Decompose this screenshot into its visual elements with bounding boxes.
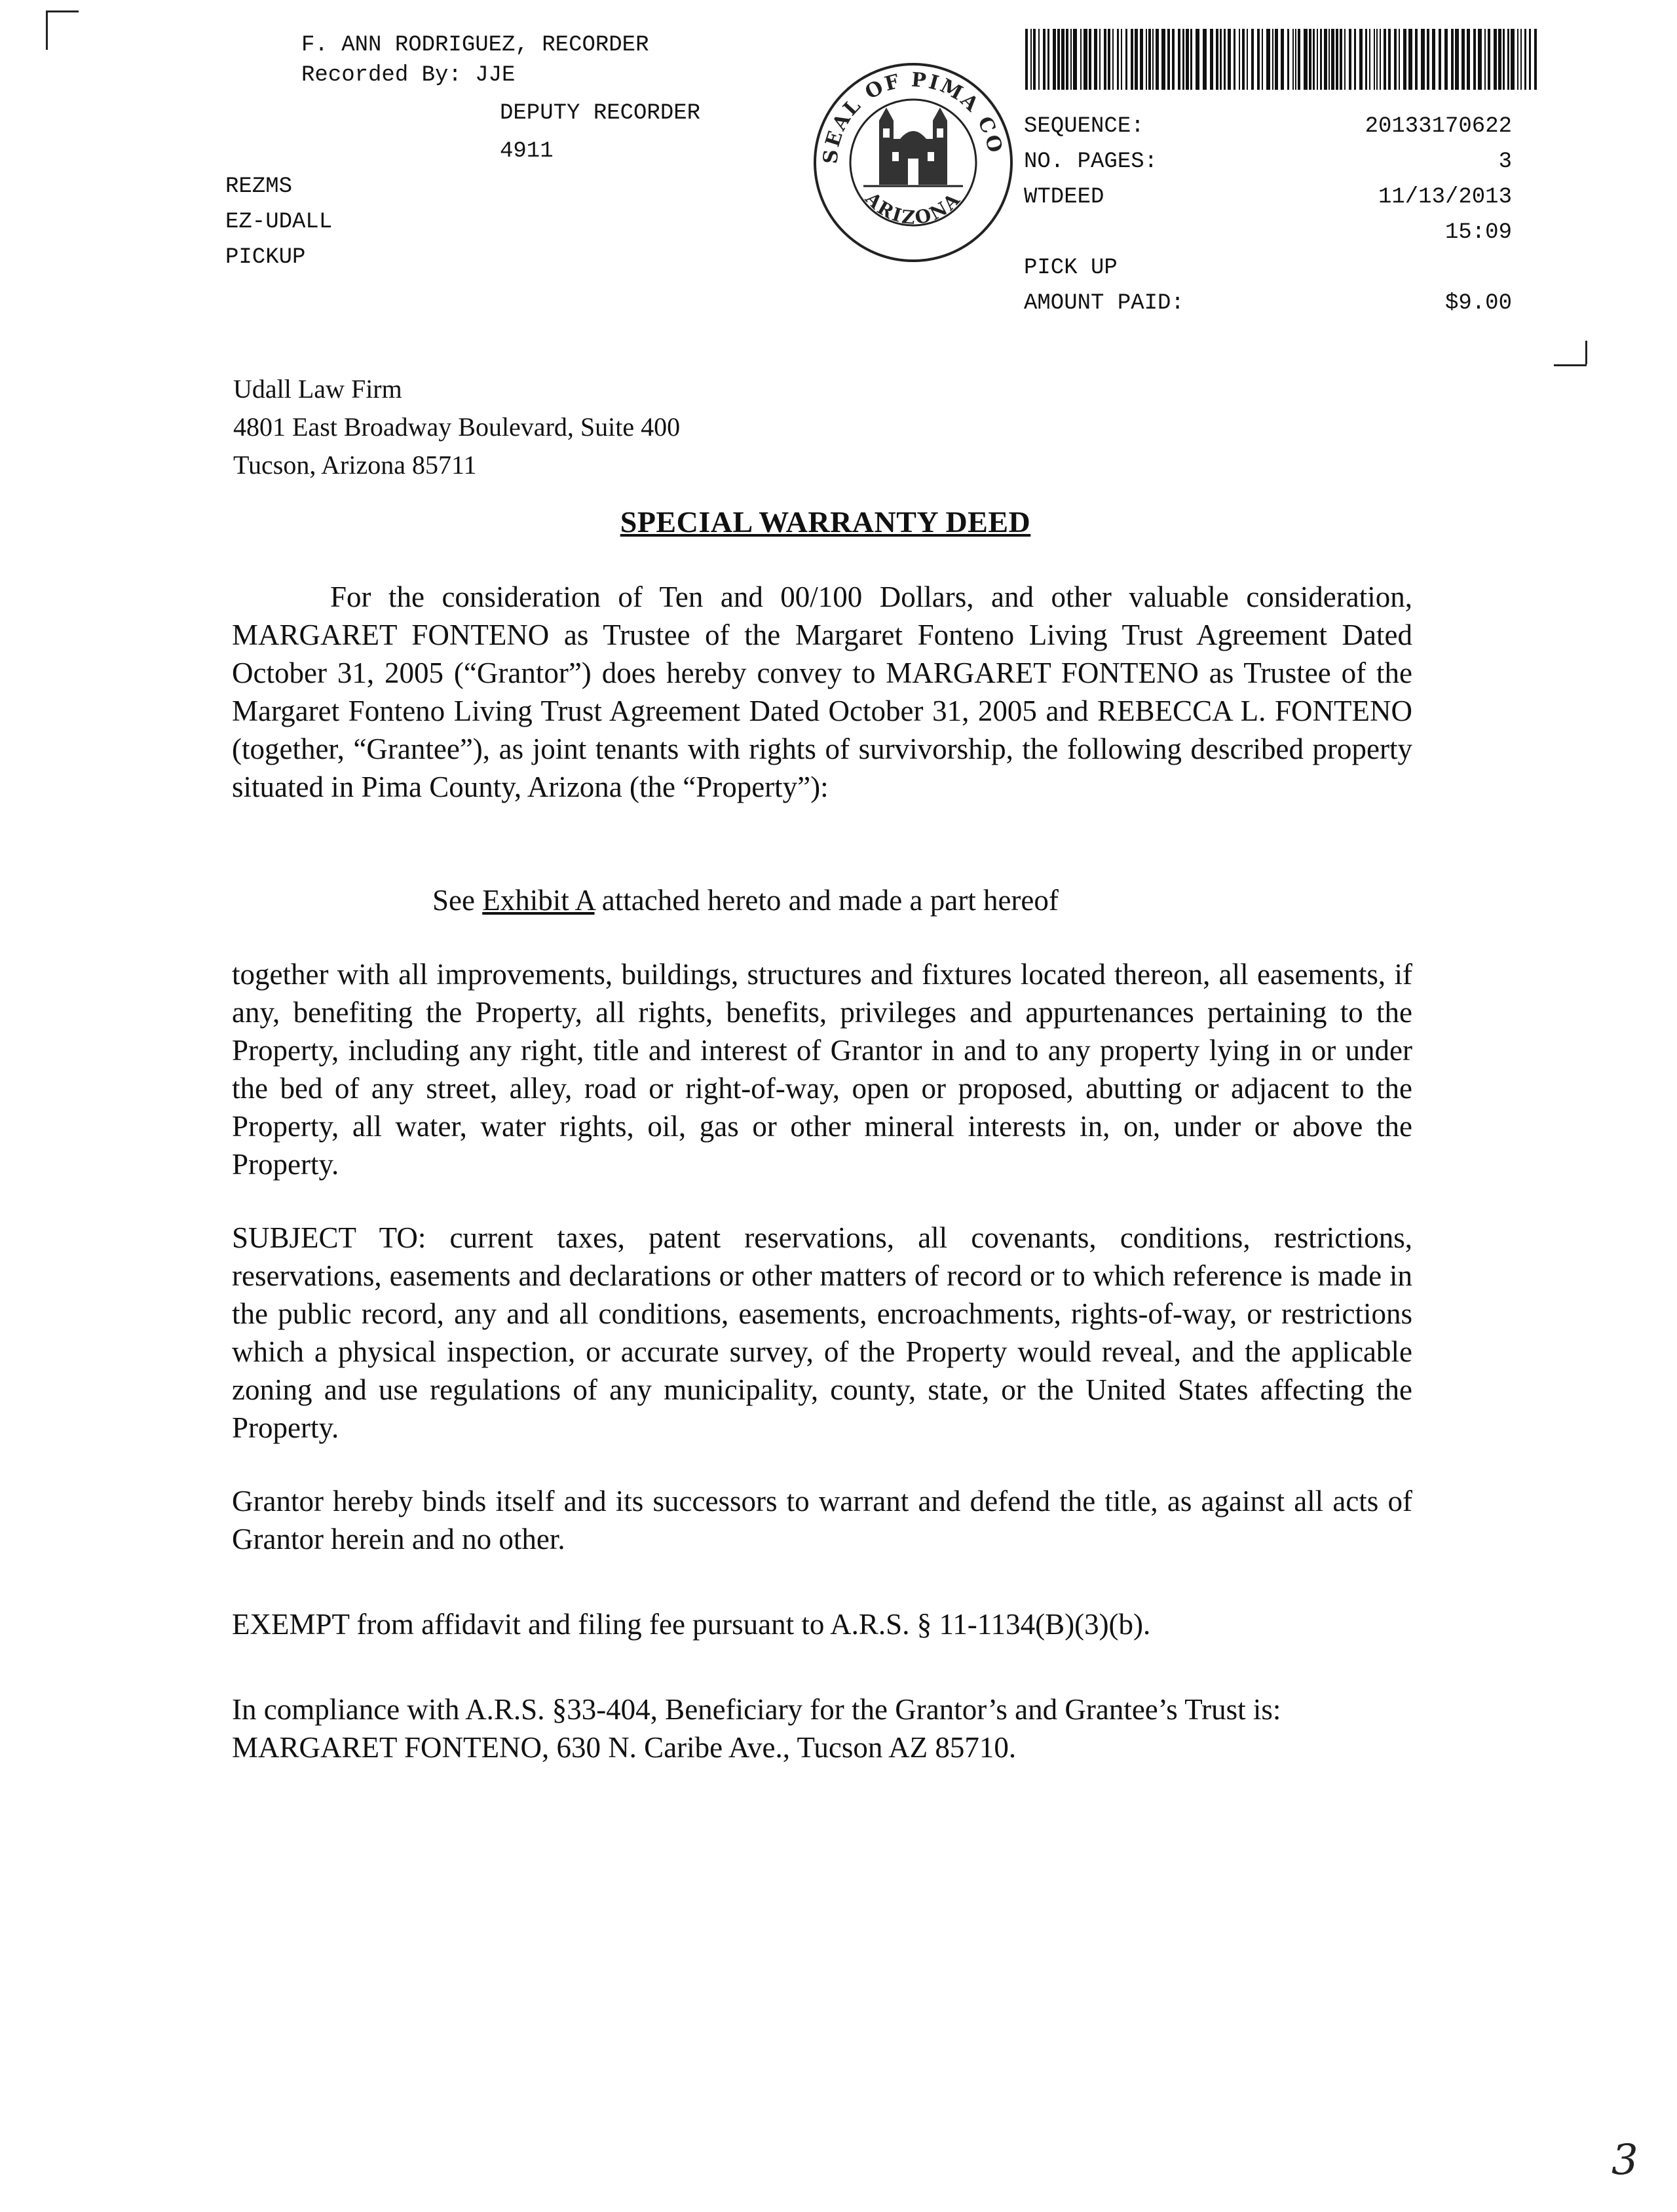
deputy-recorder-number: 4911: [500, 139, 554, 164]
barcode-bar: [1408, 29, 1412, 90]
barcode-bar: [1467, 29, 1470, 90]
barcode-bar: [1104, 29, 1106, 90]
recording-info-value: 11/13/2013: [1378, 185, 1512, 210]
recording-info-value: 20133170622: [1365, 114, 1512, 139]
barcode-bar: [1494, 29, 1497, 90]
barcode-bar: [1073, 29, 1077, 90]
barcode-bar: [1324, 29, 1327, 90]
barcode-bar: [1511, 29, 1515, 90]
scan-edge-mark: [1554, 364, 1587, 366]
barcode-bar: [1328, 29, 1330, 90]
barcode-bar: [1295, 29, 1296, 90]
barcode-bar: [1281, 29, 1284, 90]
return-address-line: Udall Law Firm: [233, 374, 402, 404]
barcode-bar: [1172, 29, 1175, 90]
barcode-bar: [1057, 29, 1060, 90]
barcode-bar: [1038, 29, 1040, 90]
recording-info-label: SEQUENCE:: [1024, 114, 1144, 139]
barcode-bar: [1304, 29, 1308, 90]
barcode-bar: [1534, 29, 1537, 90]
barcode-bar: [1444, 29, 1448, 90]
recording-info-label: NO. PAGES:: [1024, 149, 1158, 174]
barcode-bar: [1224, 29, 1226, 90]
barcode-bar: [1030, 29, 1032, 90]
barcode-bar: [1524, 29, 1526, 90]
barcode-bar: [1262, 29, 1263, 90]
recording-info-value: 3: [1498, 149, 1512, 174]
barcode-bar: [1070, 29, 1072, 90]
barcode-bar: [1152, 29, 1154, 90]
barcode-bar: [1220, 29, 1222, 90]
barcode-bar: [1080, 29, 1082, 90]
barcode-bar: [1239, 29, 1240, 90]
compliance-line: MARGARET FONTENO, 630 N. Caribe Ave., Tucson AZ 85710.: [232, 1731, 1017, 1764]
barcode-bar: [1083, 29, 1087, 90]
barcode-bar: [1461, 29, 1465, 90]
barcode-bar: [1455, 29, 1459, 90]
barcode-bar: [1427, 29, 1429, 90]
barcode-bar: [1125, 29, 1127, 90]
scan-edge-mark: [1585, 341, 1587, 364]
warranty-paragraph: Grantor hereby binds itself and its successors to warrant and defend the title, as against all acts of Grantor herein and no other.: [232, 1485, 1412, 1555]
barcode-bar: [1473, 29, 1476, 90]
barcode-bar: [1210, 29, 1213, 90]
barcode-bar: [1117, 29, 1119, 90]
scan-corner-mark: [46, 10, 79, 12]
barcode-bar: [1369, 29, 1370, 90]
compliance-line: In compliance with A.R.S. §33-404, Beneficiary for the Grantor’s and Grantee’s Trust is:: [232, 1693, 1281, 1726]
barcode-bar: [1340, 29, 1342, 90]
exhibit-a-link: Exhibit A: [482, 884, 595, 917]
barcode-bar: [1320, 29, 1322, 90]
barcode-bar: [1488, 29, 1490, 90]
barcode-bar: [1186, 29, 1189, 90]
svg-text:ARIZONA: ARIZONA: [861, 187, 966, 229]
barcode-bar: [1354, 29, 1356, 90]
barcode-bar: [1374, 29, 1375, 90]
barcode-bar: [1135, 29, 1138, 90]
barcode-bar: [1190, 29, 1192, 90]
barcode-bar: [1146, 29, 1147, 90]
barcode-bar: [1043, 29, 1046, 90]
barcode-bar: [1376, 29, 1378, 90]
recording-info-value: $9.00: [1444, 291, 1512, 316]
barcode-bar: [1380, 29, 1381, 90]
recording-info-row: [1024, 250, 1512, 286]
pima-county-seal: [811, 60, 1015, 265]
barcode-bar: [1251, 29, 1254, 90]
recording-info-row: [1024, 109, 1512, 144]
barcode-bar: [1203, 29, 1207, 90]
barcode-bar: [1298, 29, 1300, 90]
return-address-line: 4801 East Broadway Boulevard, Suite 400: [233, 412, 681, 442]
svg-text:THE SEAL OF PIMA COUNTY: SEAL OF PIMA CO: [819, 68, 1007, 165]
barcode-bar: [1196, 29, 1199, 90]
barcode-bar: [1257, 29, 1260, 90]
exhibit-prefix: See: [432, 884, 483, 917]
barcode-bar: [1228, 29, 1231, 90]
barcode-bar: [1108, 29, 1110, 90]
return-address-line: Tucson, Arizona 85711: [233, 450, 477, 480]
barcode-bar: [1140, 29, 1143, 90]
seal-icon: [811, 60, 1015, 265]
barcode-bar: [1112, 29, 1114, 90]
barcode-bar: [1344, 29, 1346, 90]
barcode-bar: [1053, 29, 1056, 90]
barcode: [1025, 29, 1541, 90]
barcode-bar: [1178, 29, 1180, 90]
together-with-paragraph: together with all improvements, buildings, structures and fixtures located thereon, all easements, if any, benefiting the Property, all rights, benefits, privileges and appurtenances pertaining to the Property, including any right, title and interest of Grantor in and to any property lying in or under the bed of any street, alley, road or right-of-way, open or proposed, abutting or adjacent to the Property, all water, water rights, oil, gas or other mineral interests in, on, under or above the Property.: [232, 958, 1412, 1181]
barcode-bar: [1089, 29, 1091, 90]
barcode-bar: [1272, 29, 1273, 90]
recording-info-label: PICK UP: [1024, 256, 1118, 280]
barcode-bar: [1394, 29, 1397, 90]
barcode-bar: [1287, 29, 1289, 90]
barcode-bar: [1507, 29, 1509, 90]
barcode-bar: [1156, 29, 1159, 90]
barcode-bar: [1349, 29, 1351, 90]
document-title: SPECIAL WARRANTY DEED: [620, 505, 1031, 539]
exhibit-suffix: attached hereto and made a part hereof: [594, 884, 1059, 917]
barcode-bar: [1099, 29, 1101, 90]
recording-info-row: [1024, 215, 1512, 250]
barcode-bar: [1331, 29, 1334, 90]
consideration-paragraph: For the consideration of Ten and 00/100 Dollars, and other valuable consideration, MARGARET FONTENO as Trustee of the Margaret Fonteno Living Trust Agreement Dated October 31, 2005 (“Grantor”) does hereby convey to MARGARET FONTENO as Trustee of the Margaret Fonteno Living Trust Agreement Dated October 31, 2005 and REBECCA L. FONTENO (together, “Grantee”), as joint tenants with rights of survivorship, the following described property situated in Pima County, Arizona (the “Property”):: [232, 581, 1412, 803]
barcode-bar: [1167, 29, 1170, 90]
barcode-bar: [1432, 29, 1435, 90]
barcode-bar: [1498, 29, 1501, 90]
barcode-bar: [1309, 29, 1311, 90]
recorded-by: Recorded By: JJE: [301, 63, 516, 88]
barcode-bar: [1317, 29, 1318, 90]
barcode-bar: [1242, 29, 1245, 90]
barcode-bar: [1484, 29, 1486, 90]
barcode-bar: [1182, 29, 1184, 90]
recording-info-row: [1024, 144, 1512, 180]
barcode-bar: [1517, 29, 1518, 90]
barcode-bar: [1121, 29, 1122, 90]
barcode-bar: [1415, 29, 1418, 90]
recording-code: PICKUP: [225, 245, 306, 270]
handwritten-page-number: 3: [1611, 2136, 1638, 2184]
recorder-name: F. ANN RODRIGUEZ, RECORDER: [301, 33, 649, 58]
barcode-bar: [1365, 29, 1367, 90]
recording-info-label: AMOUNT PAID:: [1024, 291, 1184, 316]
barcode-bar: [1292, 29, 1294, 90]
barcode-bar: [1359, 29, 1363, 90]
barcode-bar: [1520, 29, 1522, 90]
barcode-bar: [1266, 29, 1270, 90]
barcode-bar: [1025, 29, 1028, 90]
barcode-bar: [1313, 29, 1315, 90]
subject-to-paragraph: SUBJECT TO: current taxes, patent reservations, all covenants, conditions, restrictions, reservations, easements and declarations or other matters of record or to which reference is made in the public record, any and all conditions, easements, encroachments, rights-of-way, or restrictions which a physical inspection, or accurate survey, of the Property would reveal, and the applicable zoning and use regulations of any municipality, county, state, or the United States affecting the Property.: [232, 1221, 1412, 1444]
barcode-bar: [1234, 29, 1235, 90]
recording-info-value: 15:09: [1444, 220, 1512, 245]
deputy-recorder-title: DEPUTY RECORDER: [500, 101, 701, 126]
barcode-bar: [1388, 29, 1391, 90]
recording-info-label: WTDEED: [1024, 185, 1104, 210]
barcode-bar: [1247, 29, 1248, 90]
recording-info-row: [1024, 180, 1512, 215]
return-address: [233, 370, 680, 484]
barcode-bar: [1275, 29, 1278, 90]
recording-info-table: [1024, 109, 1512, 321]
barcode-bar: [1421, 29, 1425, 90]
barcode-bar: [1033, 29, 1036, 90]
barcode-bar: [1131, 29, 1133, 90]
exhibit-reference: [432, 881, 1059, 919]
barcode-icon: [1025, 29, 1541, 90]
barcode-bar: [1094, 29, 1097, 90]
barcode-bar: [1503, 29, 1505, 90]
barcode-bar: [1529, 29, 1531, 90]
compliance-paragraph: [232, 1690, 1412, 1766]
recording-info-row: [1024, 286, 1512, 321]
barcode-bar: [1061, 29, 1065, 90]
recording-code: REZMS: [225, 174, 293, 199]
barcode-bar: [1047, 29, 1049, 90]
barcode-bar: [1478, 29, 1482, 90]
barcode-bar: [1336, 29, 1338, 90]
scan-corner-mark: [46, 10, 48, 50]
barcode-bar: [1403, 29, 1406, 90]
barcode-bar: [1384, 29, 1386, 90]
barcode-bar: [1399, 29, 1400, 90]
barcode-bar: [1148, 29, 1151, 90]
recording-code: EZ-UDALL: [225, 210, 333, 235]
exemption-paragraph: EXEMPT from affidavit and filing fee pursuant to A.R.S. § 11-1134(B)(3)(b).: [232, 1608, 1151, 1641]
barcode-bar: [1451, 29, 1454, 90]
barcode-bar: [1161, 29, 1165, 90]
barcode-bar: [1066, 29, 1068, 90]
barcode-bar: [1439, 29, 1441, 90]
barcode-bar: [1216, 29, 1218, 90]
